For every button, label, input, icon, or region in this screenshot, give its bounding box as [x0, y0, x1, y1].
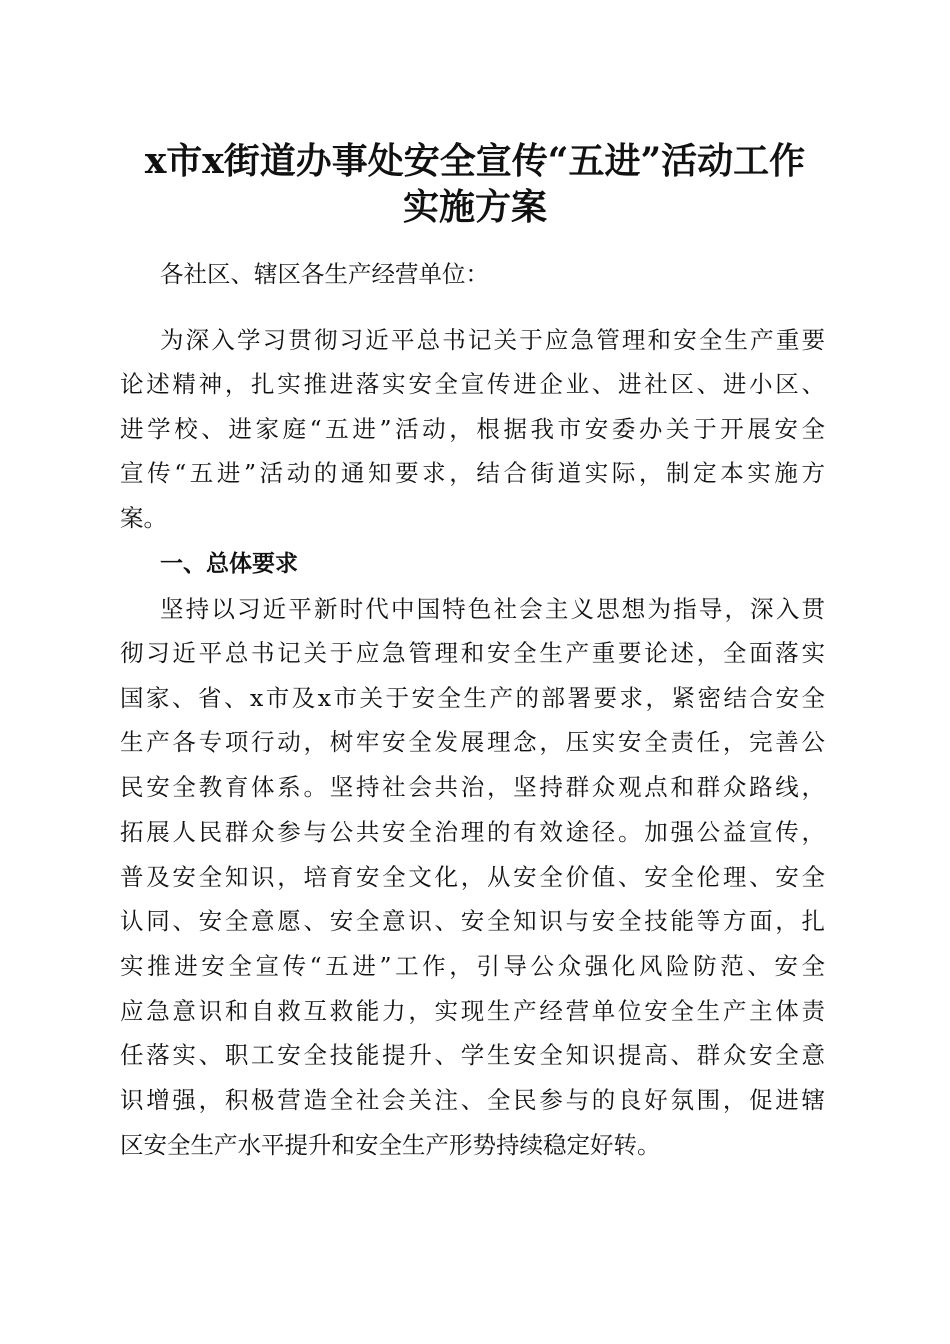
intro-line: 宣传“五进”活动的通知要求，结合街道实际，制定本实施方	[120, 459, 825, 487]
body-line: 普及安全知识，培育安全文化，从安全价值、安全伦理、安全	[120, 863, 825, 891]
section-heading: 一、总体要求	[160, 551, 298, 577]
body-line: 生产各专项行动，树牢安全发展理念，压实安全责任，完善公	[120, 728, 825, 756]
intro-line: 进学校、进家庭“五进”活动，根据我市安委办关于开展安全	[120, 415, 825, 443]
document-title-line-1: x市x街道办事处安全宣传“五进”活动工作	[144, 140, 806, 182]
intro-line: 论述精神，扎实推进落实安全宣传进企业、进社区、进小区、	[120, 370, 825, 398]
body-line: 区安全生产水平提升和安全生产形势持续稳定好转。	[120, 1131, 661, 1159]
body-line: 坚持以习近平新时代中国特色社会主义思想为指导，深入贯	[160, 595, 825, 623]
body-line: 任落实、职工安全技能提升、学生安全知识提高、群众安全意	[120, 1041, 825, 1069]
document-title-line-2: 实施方案	[402, 186, 547, 228]
salutation: 各社区、辖区各生产经营单位：	[160, 260, 489, 288]
body-line: 实推进安全宣传“五进”工作，引导公众强化风险防范、安全	[120, 952, 825, 980]
body-line: 国家、省、x市及x市关于安全生产的部署要求，紧密结合安全	[120, 684, 825, 712]
body-line: 彻习近平总书记关于应急管理和安全生产重要论述，全面落实	[120, 639, 825, 667]
intro-line: 为深入学习贯彻习近平总书记关于应急管理和安全生产重要	[160, 326, 825, 354]
body-line: 拓展人民群众参与公共安全治理的有效途径。加强公益宣传，	[120, 818, 825, 846]
body-line: 应急意识和自救互救能力，实现生产经营单位安全生产主体责	[120, 997, 825, 1025]
body-line: 民安全教育体系。坚持社会共治，坚持群众观点和群众路线，	[120, 773, 825, 801]
intro-line: 案。	[120, 504, 167, 532]
body-line: 认同、安全意愿、安全意识、安全知识与安全技能等方面，扎	[120, 907, 825, 935]
body-line: 识增强，积极营造全社会关注、全民参与的良好氛围，促进辖	[120, 1086, 825, 1114]
